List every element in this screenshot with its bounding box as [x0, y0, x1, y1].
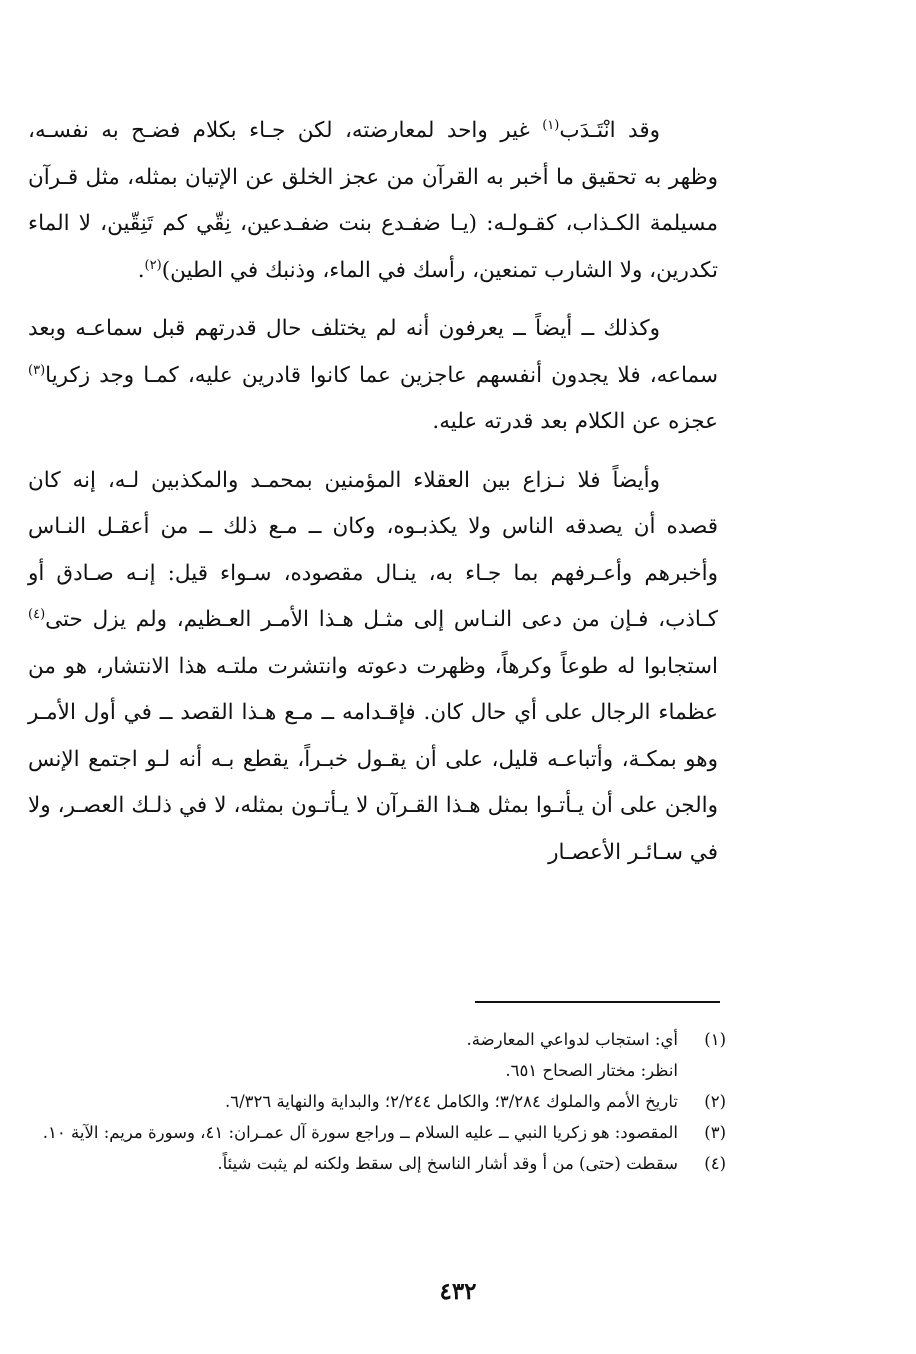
footnote-ref-4[interactable]: (٤)	[28, 606, 46, 622]
paragraph-3-text-b: استجابوا له طوعاً وكرهاً، وظهرت دعوته وانتشرت ملتـه هذا الانتشار، هو من عظماء الرجال على أي حال كان. فإقـدامه ــ مـع هـذا القصد ــ في أول الأمـر وهو بمكـة، وأتباعـه قليل، على أن يقـول خبـراً، يقطع بـه أنه لـو اجتمع الإنس والجن على أن يـأتـوا بمثل هـذا القـرآن لا يـأتـون بمثله، لا في ذلـك العصـر، ولا في سـائـر الأعصـار	[28, 653, 718, 865]
footnote-4	[32, 1148, 726, 1179]
footnote-ref-1[interactable]: (١)	[542, 117, 560, 133]
paragraph-2-text-a: وكذلك ــ أيضاً ــ يعرفون أنه لم يختلف حال قدرتهم قبل سماعـه وبعد سماعه، فلا يجدون أنفسهم عاجزين عما كانوا قادرين عليه، كمـا وجد زكريا	[28, 316, 718, 388]
footnote-text: تاريخ الأمم والملوك ٣/٢٨٤؛ والكامل ٢/٢٤٤؛ والبداية والنهاية ٦/٣٢٦.	[224, 1092, 678, 1111]
paragraph-2-text-b: عجزه عن الكلام بعد قدرته عليه.	[432, 409, 718, 434]
footnote-1	[32, 1024, 726, 1055]
paragraph-1-text-c: .	[137, 257, 145, 283]
footnote-3	[32, 1117, 726, 1148]
paragraph-1-text-a: وقد انْتَـدَب	[559, 118, 660, 143]
footnotes	[32, 1024, 726, 1179]
footnote-ref-3[interactable]: (٣)	[28, 362, 46, 378]
paragraph-3-text-a: وأيضاً فلا نـزاع بين العقلاء المؤمنين بمحمـد والمكذبين لـه، إنه كان قصده أن يصدقه الناس ولا يكذبـوه، وكان ــ مـع ذلك ــ من أعقـل النـاس وأخبرهم وأعـرفهم بما جـاء به، ينـال مقصوده، سـواء قيل: إنـه صـادق أو كـاذب، فـإن من دعى النـاس إلى مثـل هـذا الأمـر العـظيم، ولم يزل حتى	[28, 467, 718, 632]
footnote-number: (١)	[704, 1030, 726, 1049]
page-number: ٤٣٢	[439, 1278, 477, 1305]
footnote-1-extra: انظر: مختار الصحاح ٦٥١.	[505, 1061, 678, 1080]
footnote-ref-2[interactable]: (٢)	[144, 257, 162, 273]
main-text	[28, 108, 718, 876]
paragraph-2	[28, 306, 718, 446]
footnote-number: (٤)	[704, 1154, 726, 1173]
footnote-2	[32, 1086, 726, 1117]
footnote-text: المقصود: هو زكريا النبي ــ عليه السلام ــ وراجع سورة آل عمـران: ٤١، وسورة مريم: الآية ١٠.	[42, 1123, 678, 1142]
paragraph-3	[28, 458, 718, 877]
footnote-text: أي: استجاب لدواعي المعارضة.	[466, 1030, 678, 1049]
paragraph-1-text-b: غير واحد لمعارضته، لكن جـاء بكلام فضـح به نفسـه، وظهر به تحقيق ما أخبر به القرآن من عجز الخلق عن الإتيان بمثله، مثل قـرآن مسيلمة الكـذاب، كقـولـه: (يـا ضفـدع بنت ضفـدعين، نِقّي كم تَنِقّين، لا الماء تكدرين، ولا الشارب تمنعين، رأسك في الماء، وذنبك في الطين)	[28, 118, 718, 283]
footnote-number: (٣)	[704, 1123, 726, 1142]
footnote-separator	[475, 1001, 720, 1003]
footnote-text: سقطت (حتى) من أ وقد أشار الناسخ إلى سقط ولكنه لم يثبت شيئاً.	[217, 1154, 678, 1173]
paragraph-1	[28, 108, 718, 294]
footnote-number: (٢)	[704, 1092, 726, 1111]
